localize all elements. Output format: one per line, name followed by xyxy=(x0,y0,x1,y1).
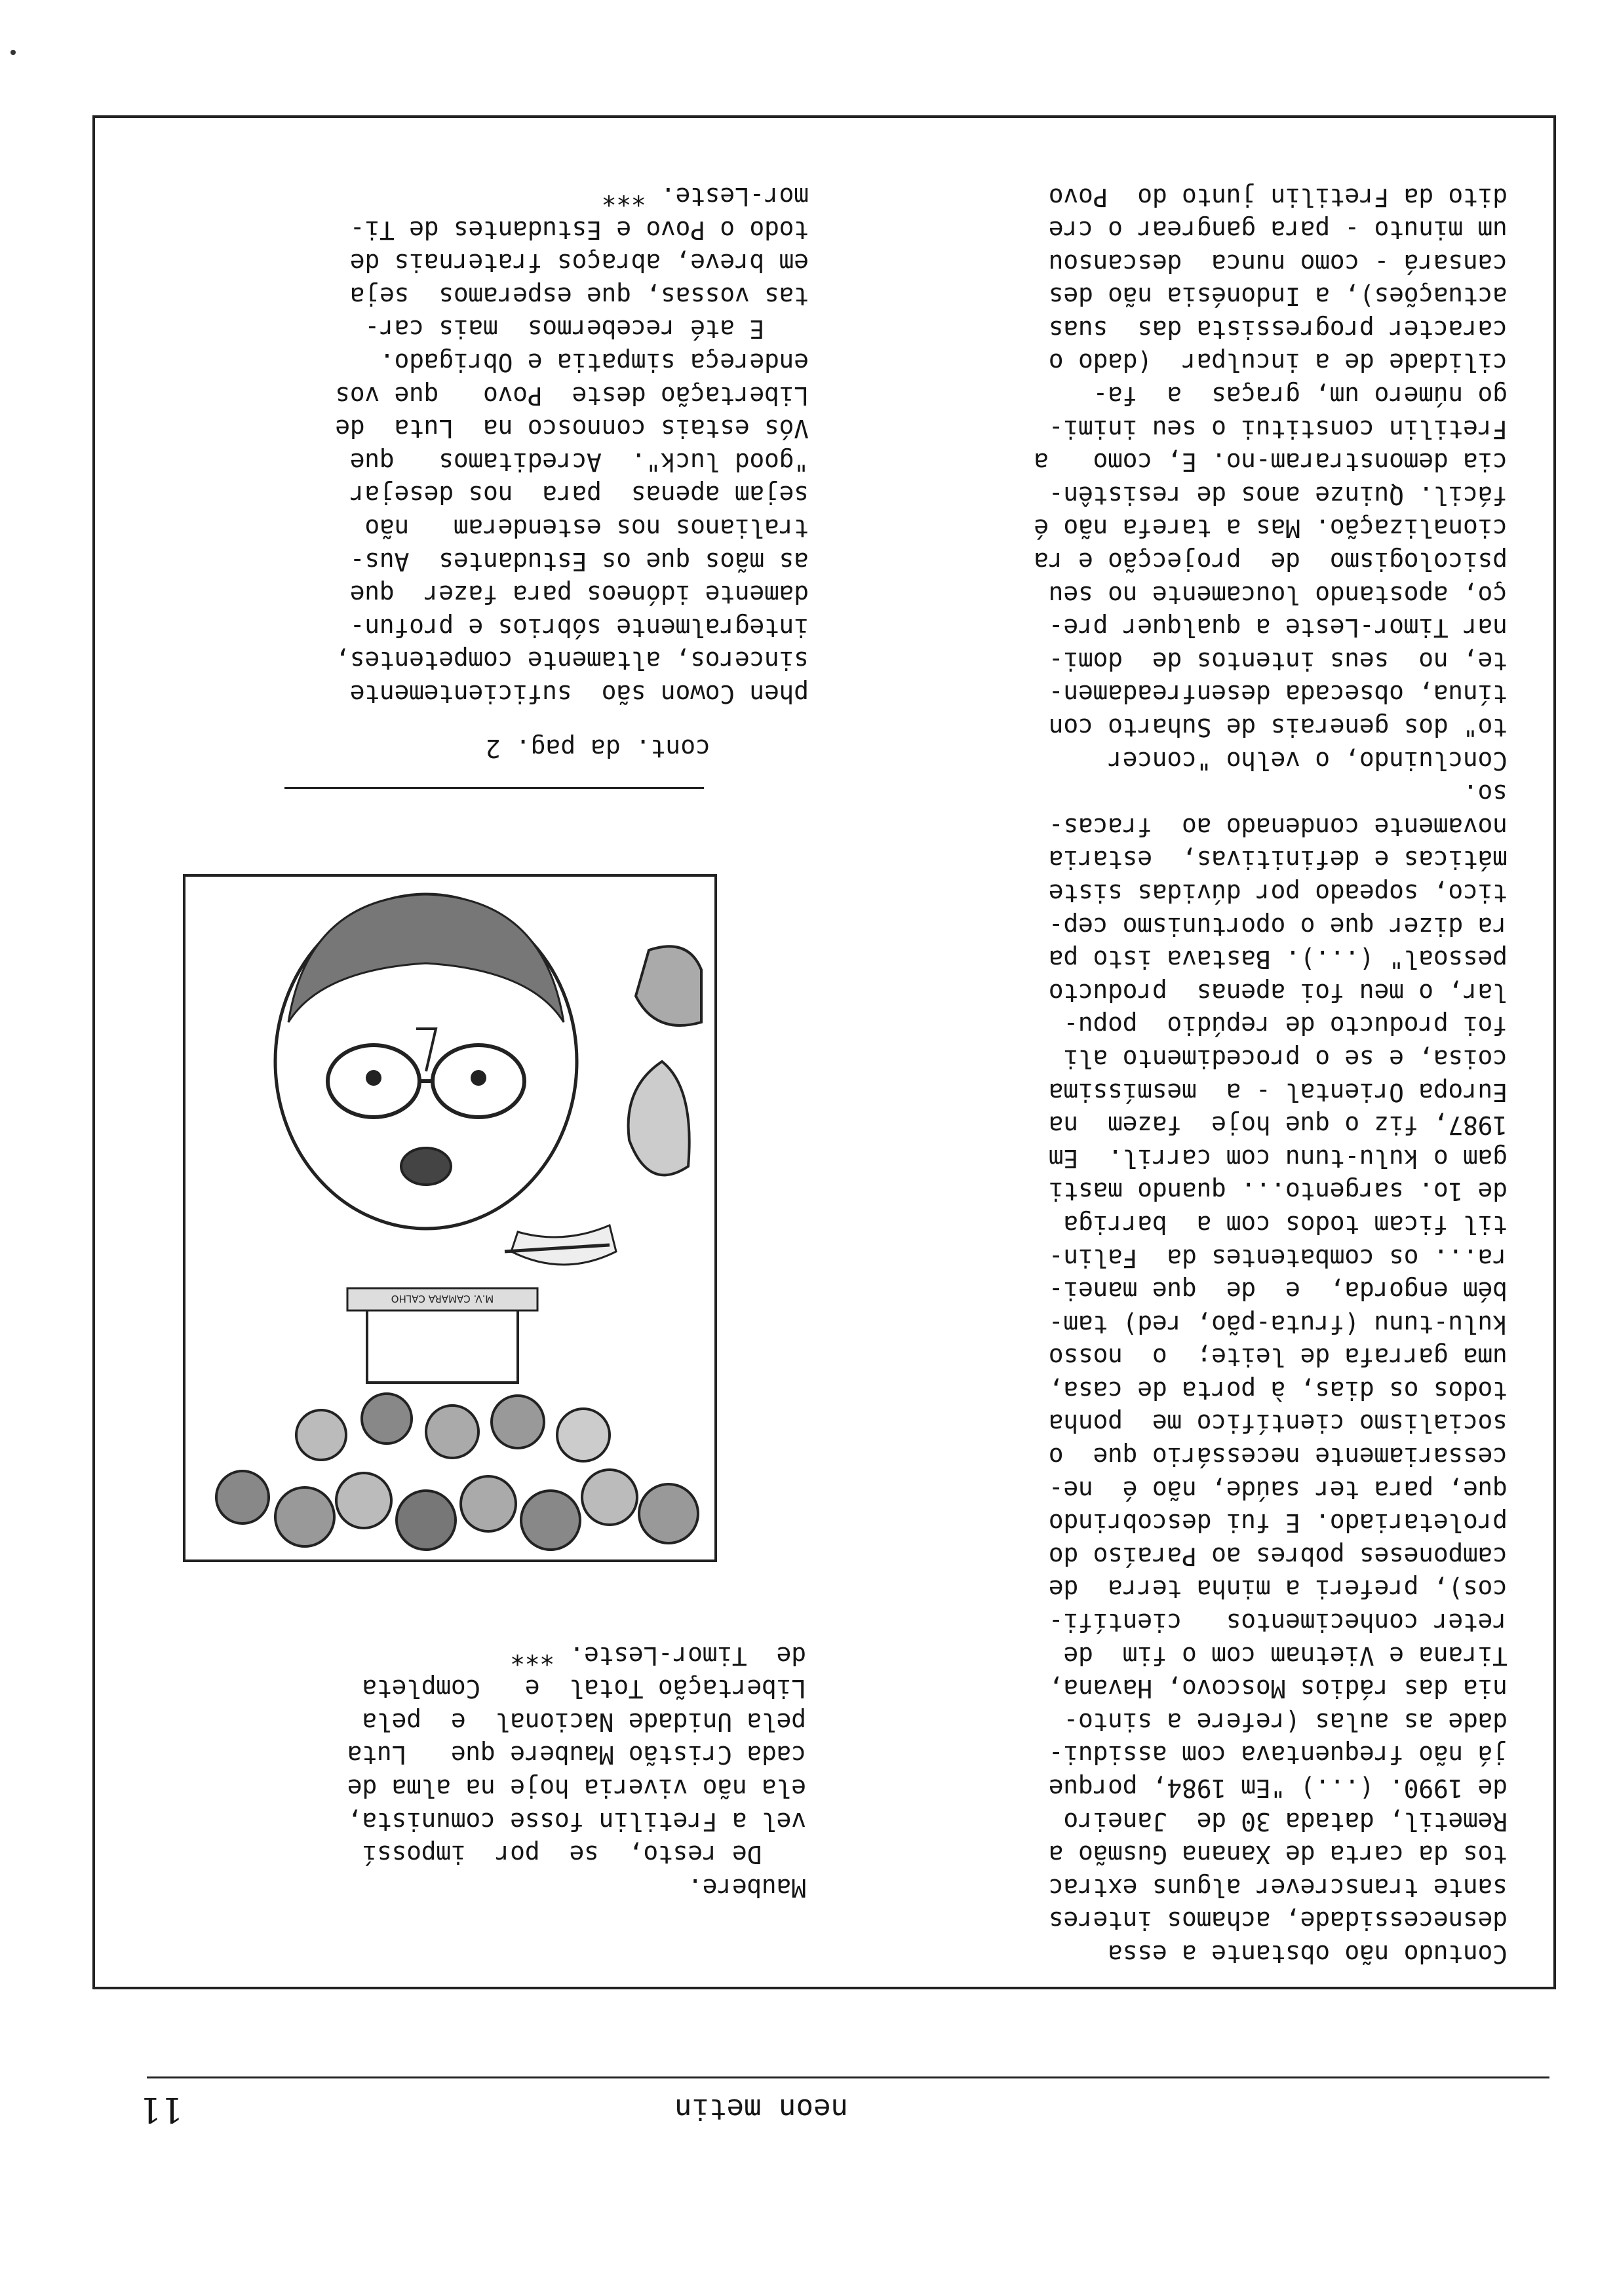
left-column-line: pessoal" (...). Bastava isto pa xyxy=(1049,945,1508,974)
right-column-line: damente idóneos para fazer que xyxy=(350,580,809,609)
left-column-line: coisa, e se o procedimento ali xyxy=(1063,1044,1508,1073)
right-column-top xyxy=(118,1639,806,1904)
left-column-line: sante transcrever alguns extrac xyxy=(1049,1873,1508,1902)
left-column-line: ra dizer que o oportunismo cep- xyxy=(1049,911,1508,941)
right-column-line: todo o Povo e Estudantes de Ti- xyxy=(350,215,809,244)
right-column-line: E até recebermos mais car- xyxy=(364,315,809,344)
left-column-line: desnecessidade, achamos interes xyxy=(1049,1906,1508,1936)
left-column-line: Contudo não obstante a essa xyxy=(1108,1940,1508,1968)
right-column-line: mor-Leste. *** xyxy=(601,182,809,212)
left-column-line: proletariado. E fui descobrindo xyxy=(1049,1508,1508,1538)
left-column-line: Europa Oriental - a mesmíssima xyxy=(1049,1077,1508,1107)
left-column-line: nar Timor-Leste a qualquer pre- xyxy=(1049,613,1508,643)
left-column-line: já não frequentava com assidui- xyxy=(1049,1740,1508,1770)
right-column-line: endereça simpatia e Obrigado. xyxy=(379,348,809,377)
left-column-line: cionalização. Mas a tarefa não é xyxy=(1034,514,1508,543)
left-column-line: psicologismo de projecção e ra xyxy=(1034,547,1508,577)
left-column-line: so. xyxy=(1463,779,1508,809)
left-column-line: kulu-tunu (fruta-pão, red) tam- xyxy=(1049,1309,1508,1339)
left-column-line: dade as aulas (refere a sinto- xyxy=(1063,1707,1508,1736)
left-column-line: Tirana e Vietnam com o fim de xyxy=(1063,1641,1508,1670)
left-column-line: um minuto - para gangrear o cre xyxy=(1049,216,1508,245)
left-column-line: foi producto de repúdio popu- xyxy=(1063,1011,1508,1041)
right-column-line: Vós estais connosco na Luta de xyxy=(335,414,809,444)
right-column-line: sejam apenas para nos desejar xyxy=(350,480,809,510)
right-column-line: phen Cowon são suficientemente xyxy=(350,679,809,708)
left-column-line: reter conhecimentos científi- xyxy=(1049,1608,1508,1637)
podium-sign-text: M.V. CAMARA CALHO xyxy=(391,1293,494,1305)
left-column-line: te, no seus intentos de domi- xyxy=(1049,646,1508,676)
right-column-line: Maubere. xyxy=(688,1873,806,1902)
left-column-line: cos), preferi a minha terra de xyxy=(1049,1575,1508,1604)
right-column-line: em breve, abraços fraternais de xyxy=(350,248,809,278)
footer-rule xyxy=(147,2076,1549,2078)
left-column-line: bém engorda, e de que manei- xyxy=(1049,1276,1508,1306)
right-column-line: Libertação deste Povo que vos xyxy=(335,381,809,410)
left-column-line: gam o kulu-tunu com carril. Em xyxy=(1049,1143,1508,1173)
right-column-line: vel a Fretilin fosse comunista, xyxy=(347,1807,806,1836)
left-column-line: Fretilin constitui o seu inimi- xyxy=(1049,414,1508,444)
left-column-line: ço, apostando loucamente no seu xyxy=(1049,580,1508,609)
page-number: 11 xyxy=(139,2090,183,2129)
right-column-line: cada Cristão Maubere que Luta xyxy=(347,1740,806,1770)
right-column-line: Libertação Total e Completa xyxy=(362,1674,806,1704)
footer-title: neon metin xyxy=(674,2092,848,2126)
continuation-label: cont. da pag. 2 xyxy=(485,734,710,763)
left-column-line: tos da carta de Xanana Gusmão a xyxy=(1049,1840,1508,1869)
right-column-line: tas vossas, que esperamos seja xyxy=(350,281,809,311)
left-column-line: cia demonstraram-no. E, como a xyxy=(1034,448,1508,477)
scan-speck xyxy=(10,50,16,55)
left-column-line: caracter progressista das suas xyxy=(1049,315,1508,344)
left-column-line: cessariamente necessário que o xyxy=(1049,1442,1508,1472)
right-column-text xyxy=(118,1573,806,1970)
left-column-line: socialismo científico me ponha xyxy=(1049,1409,1508,1438)
left-column-line: til ficam todos com a barriga xyxy=(1063,1210,1508,1239)
right-column-line: sinceros, altamente competentes, xyxy=(335,646,809,676)
right-column-line: ela não viveria hoje na alma de xyxy=(347,1774,806,1803)
right-column-line: as mãos que os Estudantes Aus- xyxy=(350,546,809,576)
left-column-line: máticas e definitivas, estaria xyxy=(1049,845,1508,875)
right-column-line: pela Unidade Nacional e pela xyxy=(362,1707,806,1736)
right-column-line: de Timor-Leste. *** xyxy=(510,1641,806,1670)
left-column-line: tínua, obsecada desenfreadamen- xyxy=(1049,679,1508,709)
left-column-line: Concluindo, o velho "concer xyxy=(1108,746,1508,775)
left-column-text xyxy=(852,180,1508,1970)
right-column-line: tralianos nos estenderam não xyxy=(364,514,809,543)
left-column-line: fácil. Quinze anos de resistên- xyxy=(1049,480,1508,510)
left-column-line: tico, sopeado por dúvidas siste xyxy=(1049,879,1508,908)
left-column-line: uma garrafa de leite; o nosso xyxy=(1049,1343,1508,1372)
left-column-line: ra... os combatentes da Falin- xyxy=(1049,1243,1508,1272)
left-column-line: dito da Fretilin junto do Povo xyxy=(1049,182,1508,212)
left-column-line: de 1990. (...) "Em 1984, porque xyxy=(1049,1774,1508,1803)
right-column-line: integralmente sóbrios e profun- xyxy=(350,613,809,642)
left-column-line: cansará - como nunca descansou xyxy=(1049,248,1508,278)
right-column-line: "good luck". Acreditamos que xyxy=(350,447,809,476)
right-column-line: De resto, se por impossí xyxy=(362,1840,806,1869)
left-column-line: go número um, graças a fa- xyxy=(1093,381,1508,411)
left-column-line: Remetil, datada 30 de Janeiro xyxy=(1063,1807,1508,1836)
left-column-line: nia das rádios Moscovo, Havana, xyxy=(1049,1674,1508,1704)
left-column-line: de 1o. sargento... quando masti xyxy=(1049,1177,1508,1206)
left-column-line: cilidade de a inculpar (dado o xyxy=(1049,348,1508,377)
left-column-line: que, para ter saúde, não é ne- xyxy=(1049,1475,1508,1504)
left-column-line: lar, o meu foi apenas producto xyxy=(1049,978,1508,1007)
left-column-line: actuações), a Indonésia não des xyxy=(1049,282,1508,311)
right-column-bottom xyxy=(336,180,809,711)
left-column-line: todos os dias, à porta de casa, xyxy=(1049,1375,1508,1405)
left-column-line: camponeses pobres ao Paraíso do xyxy=(1049,1541,1508,1571)
left-column-line: 1987, fiz o que hoje fazem na xyxy=(1049,1111,1508,1140)
left-column-line: novamente condenado ao fracas- xyxy=(1049,812,1508,841)
section-divider xyxy=(284,787,704,789)
cartoon-illustration xyxy=(183,874,717,1562)
left-column-line: to" dos generais de Suharto con xyxy=(1049,713,1508,742)
